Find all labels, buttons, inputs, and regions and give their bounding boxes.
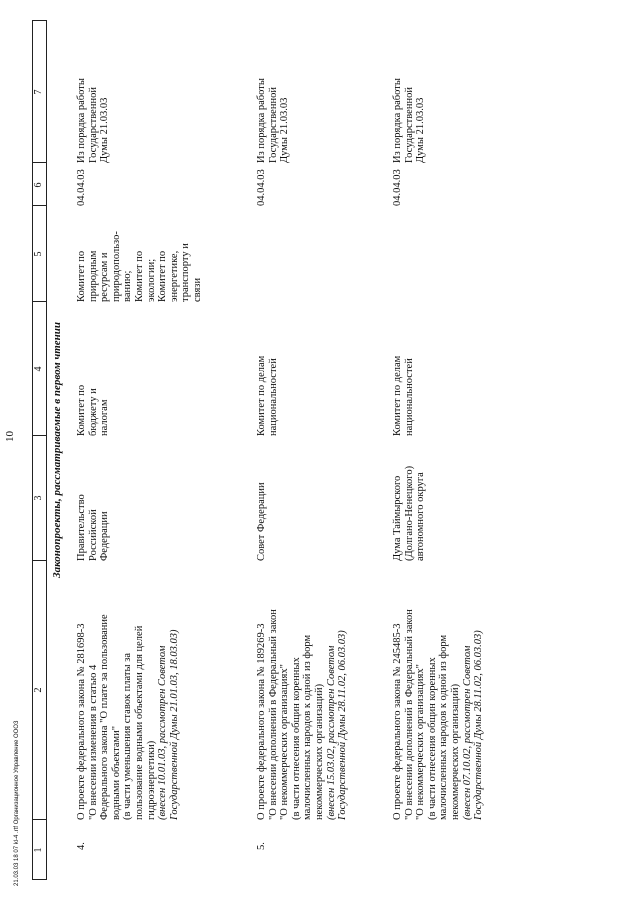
initiator: Правительство Российской Федерации	[76, 494, 111, 561]
col-divider	[32, 435, 46, 436]
source-note: Из порядка работы Государственной Думы 21.03.03	[392, 78, 427, 163]
col-divider	[32, 20, 46, 21]
responsible-committee: Комитет по делам национальностей	[256, 355, 279, 436]
responsible-committee: Комитет по делам национальностей	[392, 355, 415, 436]
column-number: 1	[33, 847, 44, 853]
column-number: 6	[33, 182, 44, 188]
column-number: 7	[33, 89, 44, 95]
col-divider	[32, 879, 46, 880]
bill-description: О проекте федерального закона № 189269-3 "О внесении дополнений в Федеральный закон "О некоммерческих организациях" (в части отнесения общин коренных малочисленных народов к одной из форм некоммерческих организаций) (внесен 15.03.02, рассмотрен Советом Государственной Думы 28.11.02, 06.03.03)	[256, 609, 349, 820]
co-committees: Комитет по природным ресурсам и природопользо- ванию; Комитет по экологии; Комитет по энергетике, транспорту и связи	[76, 231, 203, 302]
source-note: Из порядка работы Государственной Думы 21.03.03	[76, 78, 111, 163]
row-number: 4.	[76, 842, 87, 850]
review-date: 04.04.03	[76, 169, 87, 206]
header-bottom-rule	[46, 20, 47, 880]
column-number: 3	[33, 495, 44, 501]
responsible-committee: Комитет по бюджету и налогам	[76, 384, 111, 436]
initiator: Дума Таймырского (Долгано-Ненецкого) автономного округа	[392, 465, 427, 561]
column-number: 5	[33, 251, 44, 257]
source-note: Из порядка работы Государственной Думы 21.03.03	[256, 78, 291, 163]
col-divider	[32, 205, 46, 206]
col-divider	[32, 560, 46, 561]
review-date: 04.04.03	[392, 169, 403, 206]
header-top-rule	[32, 20, 33, 880]
bill-description: О проекте федерального закона № 245485-3 "О внесении дополнений в Федеральный закон "О некоммерческих организациях" (в части отнесения общин коренных малочисленных народов к одной из форм некоммерческих организаций) (внесен 07.10.02, рассмотрен Советом Государственной Думы 28.11.02, 06.03.03)	[392, 609, 485, 820]
row-number: 5.	[256, 842, 267, 850]
page-number: 10	[4, 431, 16, 442]
column-number: 4	[33, 366, 44, 372]
col-divider	[32, 301, 46, 302]
footer-note: 21.03.03 18 07 kl-4 .rtf Организационное Управление ООО3	[14, 720, 20, 886]
col-divider	[32, 162, 46, 163]
col-divider	[32, 819, 46, 820]
bill-description: О проекте федерального закона № 281698-3 "О внесении изменения в статью 4 Федерального закона "О плате за пользование водными объектами" (в части уменьшения ставок платы за пользование водными объектами для целей гидроэнергетики) (внесен 10.01.03, рассмотрен Советом Государственной Думы 21.01.03, 18.03.03)	[76, 614, 180, 820]
initiator: Совет Федерации	[256, 482, 267, 561]
section-title: Законопроекты, рассматриваемые в первом чтении	[51, 322, 63, 578]
column-number: 2	[33, 687, 44, 693]
review-date: 04.04.03	[256, 169, 267, 206]
